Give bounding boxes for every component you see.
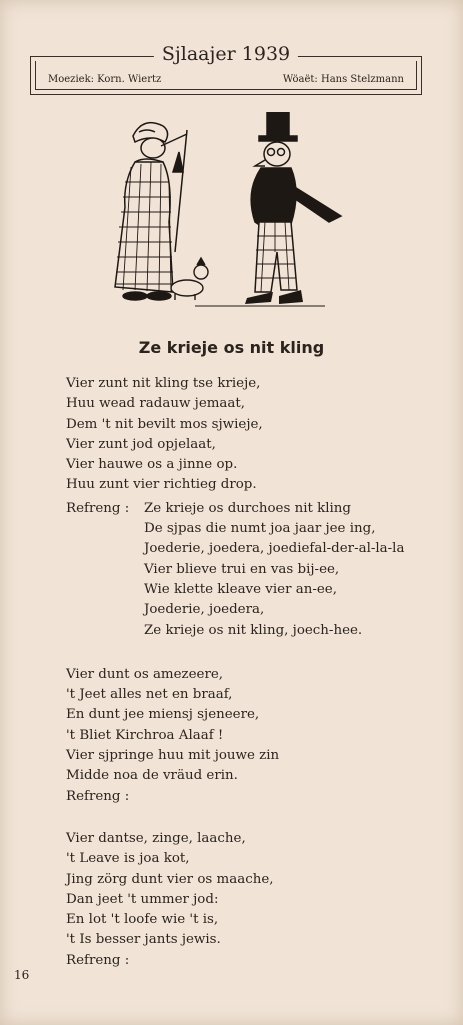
lyric-line: 't Leave is joa kot, [66,851,190,867]
verse-1 [66,374,404,496]
lyric-line: En lot 't loofe wie 't is, [66,912,219,928]
lyrics-credit: Wöaët: Hans Stelzmann [282,74,404,85]
refrain-label: Refreng : [66,500,130,516]
page-number: 16 [14,968,30,982]
lyric-line: Dem 't nit bevilt mos sjwieje, [66,416,263,432]
refrain-reference: Refreng : [66,952,130,968]
lyric-line: Vier zunt jod opjelaat, [66,436,216,452]
lyric-line: Joederie, joedera, joediefal-der-al-la-la [144,541,405,557]
lyric-line: Ze krieje os nit kling, joech-hee. [144,622,363,638]
verse-2 [66,665,404,807]
lyric-line: Ze krieje os durchoes nit kling [144,500,351,516]
lyric-line: Wie klette kleave vier an-ee, [144,581,337,597]
lyric-line: En dunt jee miensj sjeneere, [66,707,260,723]
lyric-line: Vier blieve trui en vas bij-ee, [144,561,340,577]
lyric-line: Joederie, joedera, [144,602,265,618]
lyric-line: 't Jeet alles net en braaf, [66,687,233,703]
lyric-line: Dan jeet 't ummer jod: [66,891,219,907]
lyric-line: 't Is besser jants jewis. [66,932,221,948]
song-collection-title: Sjlaajer 1939 [154,42,298,66]
lyric-line: Midde noa de vräud erin. [66,768,238,784]
lyric-line: 't Bliet Kirchroa Alaaf ! [66,727,224,743]
verse-3 [66,829,404,971]
music-credit: Moeziek: Korn. Wiertz [48,74,162,85]
refrain-reference: Refreng : [66,788,130,804]
lyric-line: Vier dantse, zinge, laache, [66,830,246,846]
lyric-line: Jing zörg dunt vier os maache, [66,871,274,887]
lyric-line: De sjpas die numt joa jaar jee ing, [144,521,376,537]
lyrics [66,374,404,971]
lyric-line: Vier sjpringe huu mit jouwe zin [66,748,280,764]
lyric-line: Vier zunt nit kling tse krieje, [66,376,261,391]
lyric-line: Vier dunt os amezeere, [66,666,224,682]
song-header [30,44,422,95]
refrain [66,499,404,641]
lyric-line: Huu wead radauw jemaat, [66,396,246,412]
lyric-line: Vier hauwe os a jinne op. [66,457,238,473]
song-title: Ze krieje os nit kling [138,338,325,357]
couple-illustration [95,112,355,312]
lyric-line: Huu zunt vier richtieg drop. [66,477,257,493]
